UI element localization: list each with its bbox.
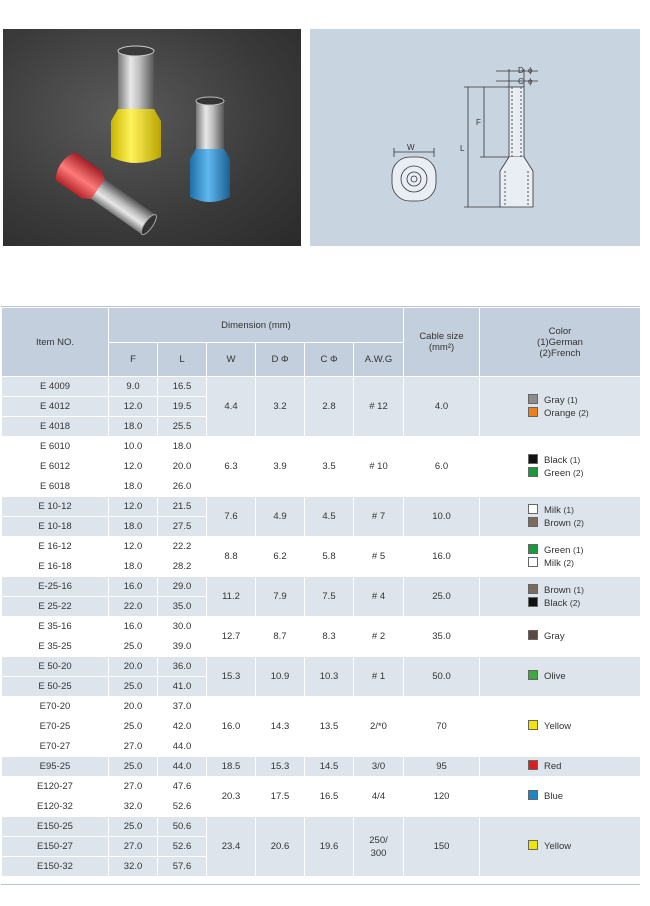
l-cell: 21.5 [158, 497, 207, 517]
color-standard-tag: (1) [573, 544, 584, 555]
f-label: F [476, 118, 481, 127]
awg-cell: # 2 [354, 617, 404, 657]
header-cable-size-label: Cable size [419, 331, 464, 342]
color-standard-tag: (1) [573, 584, 584, 595]
cable-size-cell: 6.0 [404, 437, 480, 497]
table-row [2, 577, 641, 597]
w-cell: 11.2 [207, 577, 256, 617]
color-standard-tag: (2) [569, 597, 581, 608]
color-cell [480, 657, 641, 697]
c-phi-cell: 16.5 [305, 777, 354, 817]
product-photo [3, 29, 301, 246]
w-cell: 4.4 [207, 377, 256, 437]
l-cell: 16.5 [158, 377, 207, 397]
f-cell: 12.0 [109, 457, 158, 477]
f-cell: 27.0 [109, 737, 158, 757]
color-swatch [528, 790, 538, 800]
header-color-french: (2)French [539, 347, 581, 359]
color-entry [528, 407, 640, 420]
item-no-cell: E150-32 [2, 857, 109, 877]
color-entry [528, 544, 640, 557]
awg-cell: # 7 [354, 497, 404, 537]
table-row [2, 497, 641, 517]
w-cell: 15.3 [207, 657, 256, 697]
table-bottom-rule [1, 884, 640, 885]
item-no-cell: E 4012 [2, 397, 109, 417]
color-name: Black [544, 597, 568, 609]
color-name: Olive [544, 671, 566, 682]
table-row [2, 777, 641, 797]
item-no-cell: E-25-16 [2, 577, 109, 597]
l-cell: 39.0 [158, 637, 207, 657]
header-cable-size [404, 308, 480, 377]
color-cell [480, 817, 641, 877]
c-phi-cell: 14.5 [305, 757, 354, 777]
cable-size-cell: 50.0 [404, 657, 480, 697]
item-no-cell: E 16-18 [2, 557, 109, 577]
item-no-cell: E120-27 [2, 777, 109, 797]
c-phi-cell: 8.3 [305, 617, 354, 657]
c-phi-cell: 10.3 [305, 657, 354, 697]
awg-cell: # 1 [354, 657, 404, 697]
c-phi-cell: 3.5 [305, 437, 354, 497]
l-cell: 30.0 [158, 617, 207, 637]
item-no-cell: E70-27 [2, 737, 109, 757]
item-no-cell: E 35-25 [2, 637, 109, 657]
l-cell: 36.0 [158, 657, 207, 677]
table-row [2, 537, 641, 557]
c-phi-cell: 13.5 [305, 697, 354, 757]
ferrule-dimension-diagram [310, 29, 640, 246]
f-cell: 25.0 [109, 677, 158, 697]
color-swatch [528, 597, 538, 607]
color-name: Red [544, 761, 562, 772]
f-cell: 20.0 [109, 697, 158, 717]
color-cell [480, 757, 641, 777]
l-cell: 47.6 [158, 777, 207, 797]
item-no-cell: E95-25 [2, 757, 109, 777]
l-cell: 44.0 [158, 757, 207, 777]
header-w: W [207, 343, 256, 377]
item-no-cell: E 25-22 [2, 597, 109, 617]
awg-cell: # 5 [354, 537, 404, 577]
f-cell: 18.0 [109, 557, 158, 577]
item-no-cell: E 10-12 [2, 497, 109, 517]
l-cell: 44.0 [158, 737, 207, 757]
f-cell: 27.0 [109, 837, 158, 857]
d-label: D [518, 66, 524, 75]
f-cell: 22.0 [109, 597, 158, 617]
cable-size-cell: 95 [404, 757, 480, 777]
table-row [2, 657, 641, 677]
color-standard-tag: (2) [573, 467, 584, 478]
f-cell: 20.0 [109, 657, 158, 677]
f-cell: 32.0 [109, 797, 158, 817]
f-cell: 18.0 [109, 517, 158, 537]
c-label: C [518, 77, 524, 86]
color-entry [528, 597, 640, 610]
w-cell: 7.6 [207, 497, 256, 537]
color-swatch [528, 504, 538, 514]
awg-cell: # 12 [354, 377, 404, 437]
header-c-phi: C Φ [305, 343, 354, 377]
f-cell: 18.0 [109, 417, 158, 437]
l-cell: 52.6 [158, 837, 207, 857]
item-no-cell: E150-25 [2, 817, 109, 837]
d-phi-cell: 6.2 [256, 537, 305, 577]
color-swatch [528, 760, 538, 770]
l-cell: 50.6 [158, 817, 207, 837]
color-name: Yellow [544, 721, 572, 732]
item-no-cell: E70-20 [2, 697, 109, 717]
color-entry [528, 504, 640, 517]
color-swatch [528, 467, 538, 477]
w-cell: 20.3 [207, 777, 256, 817]
d-phi-cell: 15.3 [256, 757, 305, 777]
cable-size-cell: 16.0 [404, 537, 480, 577]
f-cell: 27.0 [109, 777, 158, 797]
color-swatch [528, 720, 538, 730]
color-cell [480, 697, 641, 757]
header-color-label: Color [548, 325, 572, 337]
item-no-cell: E 16-12 [2, 537, 109, 557]
color-entry [528, 760, 640, 773]
table-row [2, 757, 641, 777]
item-no-cell: E 4009 [2, 377, 109, 397]
c-phi-cell: 4.5 [305, 497, 354, 537]
color-cell [480, 577, 641, 617]
color-entry [528, 467, 640, 480]
l-cell: 29.0 [158, 577, 207, 597]
color-entry [528, 720, 640, 733]
item-no-cell: E 35-16 [2, 617, 109, 637]
f-cell: 16.0 [109, 577, 158, 597]
item-no-cell: E 50-25 [2, 677, 109, 697]
d-phi-label: ϕ [528, 66, 533, 75]
item-no-cell: E 6010 [2, 437, 109, 457]
d-phi-cell: 20.6 [256, 817, 305, 877]
color-standard-tag: (2) [563, 557, 574, 568]
color-cell [480, 777, 641, 817]
awg-cell: 250/ 300 [354, 817, 404, 877]
w-cell: 16.0 [207, 697, 256, 757]
w-cell: 6.3 [207, 437, 256, 497]
table-header [2, 308, 641, 377]
awg-cell: 2/*0 [354, 697, 404, 757]
color-cell [480, 537, 641, 577]
table-row [2, 437, 641, 457]
f-cell: 12.0 [109, 537, 158, 557]
d-phi-cell: 7.9 [256, 577, 305, 617]
c-phi-label: ϕ [528, 77, 533, 86]
f-cell: 18.0 [109, 477, 158, 497]
color-swatch [528, 407, 538, 417]
color-swatch [528, 454, 538, 464]
f-cell: 12.0 [109, 397, 158, 417]
color-swatch [528, 394, 538, 404]
table-row [2, 377, 641, 397]
color-swatch [528, 544, 538, 554]
awg-cell: 4/4 [354, 777, 404, 817]
color-standard-tag: (2) [578, 407, 589, 418]
w-cell: 8.8 [207, 537, 256, 577]
d-phi-cell: 10.9 [256, 657, 305, 697]
f-cell: 9.0 [109, 377, 158, 397]
table-row [2, 617, 641, 637]
l-cell: 22.2 [158, 537, 207, 557]
l-cell: 35.0 [158, 597, 207, 617]
ferrule-spec-table [1, 307, 641, 877]
table-row [2, 697, 641, 717]
color-name: Black [544, 454, 568, 466]
f-cell: 32.0 [109, 857, 158, 877]
l-cell: 42.0 [158, 717, 207, 737]
l-cell: 19.5 [158, 397, 207, 417]
table-row [2, 817, 641, 837]
f-cell: 25.0 [109, 717, 158, 737]
f-cell: 25.0 [109, 817, 158, 837]
d-phi-cell: 3.9 [256, 437, 305, 497]
cable-size-cell: 35.0 [404, 617, 480, 657]
table-body [2, 377, 641, 877]
color-cell [480, 377, 641, 437]
color-entry [528, 584, 640, 597]
f-cell: 10.0 [109, 437, 158, 457]
cable-size-cell: 10.0 [404, 497, 480, 537]
color-entry [528, 630, 640, 643]
color-swatch [528, 517, 538, 527]
color-entry [528, 790, 640, 803]
color-entry [528, 394, 640, 407]
color-swatch [528, 630, 538, 640]
header-cable-size-unit: (mm²) [428, 342, 455, 353]
item-no-cell: E120-32 [2, 797, 109, 817]
item-no-cell: E 4018 [2, 417, 109, 437]
d-phi-cell: 17.5 [256, 777, 305, 817]
f-cell: 12.0 [109, 497, 158, 517]
color-standard-tag: (1) [563, 504, 574, 515]
color-standard-tag: (2) [573, 517, 584, 528]
item-no-cell: E 10-18 [2, 517, 109, 537]
awg-cell: # 10 [354, 437, 404, 497]
color-name: Brown [544, 517, 571, 529]
color-swatch [528, 584, 538, 594]
header-f: F [109, 343, 158, 377]
item-no-cell: E 6018 [2, 477, 109, 497]
header-awg: A.W.G [354, 343, 404, 377]
header-color [480, 308, 641, 377]
color-entry [528, 840, 640, 853]
w-label: W [407, 143, 415, 152]
w-cell: 23.4 [207, 817, 256, 877]
item-no-cell: E150-27 [2, 837, 109, 857]
d-phi-cell: 3.2 [256, 377, 305, 437]
cable-size-cell: 70 [404, 697, 480, 757]
w-cell: 12.7 [207, 617, 256, 657]
color-entry [528, 454, 640, 467]
c-phi-cell: 7.5 [305, 577, 354, 617]
header-dimension: Dimension (mm) [109, 308, 404, 343]
color-entry [528, 557, 640, 570]
color-standard-tag: (1) [567, 394, 578, 405]
item-no-cell: E 6012 [2, 457, 109, 477]
color-swatch [528, 557, 538, 567]
f-cell: 16.0 [109, 617, 158, 637]
color-name: Gray [544, 631, 565, 642]
header-l: L [158, 343, 207, 377]
item-no-cell: E 50-20 [2, 657, 109, 677]
item-no-cell: E70-25 [2, 717, 109, 737]
color-swatch [528, 840, 538, 850]
color-name: Brown [544, 584, 571, 596]
color-name: Blue [544, 791, 564, 802]
header-d-phi: D Φ [256, 343, 305, 377]
cable-size-cell: 150 [404, 817, 480, 877]
w-cell: 18.5 [207, 757, 256, 777]
c-phi-cell: 19.6 [305, 817, 354, 877]
d-phi-cell: 8.7 [256, 617, 305, 657]
l-cell: 25.5 [158, 417, 207, 437]
color-name: Milk [544, 504, 561, 516]
l-cell: 26.0 [158, 477, 207, 497]
l-cell: 52.6 [158, 797, 207, 817]
f-cell: 25.0 [109, 757, 158, 777]
l-cell: 27.5 [158, 517, 207, 537]
l-label: L [460, 144, 465, 153]
f-cell: 25.0 [109, 637, 158, 657]
d-phi-cell: 4.9 [256, 497, 305, 537]
l-cell: 18.0 [158, 437, 207, 457]
color-name: Green [544, 544, 571, 556]
color-name: Milk [544, 557, 561, 569]
d-phi-cell: 14.3 [256, 697, 305, 757]
l-cell: 28.2 [158, 557, 207, 577]
awg-cell: 3/0 [354, 757, 404, 777]
cable-size-cell: 120 [404, 777, 480, 817]
l-cell: 20.0 [158, 457, 207, 477]
c-phi-cell: 2.8 [305, 377, 354, 437]
color-swatch [528, 670, 538, 680]
color-name: Orange [544, 407, 576, 419]
header-color-german: (1)German [537, 336, 583, 348]
header-item-no: Item NO. [2, 308, 109, 377]
color-cell [480, 497, 641, 537]
color-cell [480, 617, 641, 657]
awg-cell: # 4 [354, 577, 404, 617]
cable-size-cell: 25.0 [404, 577, 480, 617]
color-name: Gray [544, 394, 565, 406]
color-name: Green [544, 467, 571, 479]
color-entry [528, 670, 640, 683]
color-name: Yellow [544, 841, 572, 852]
technical-drawing [310, 29, 640, 246]
cable-size-cell: 4.0 [404, 377, 480, 437]
ferrules-photo-illustration [3, 29, 301, 246]
l-cell: 37.0 [158, 697, 207, 717]
l-cell: 57.6 [158, 857, 207, 877]
color-entry [528, 517, 640, 530]
l-cell: 41.0 [158, 677, 207, 697]
color-standard-tag: (1) [569, 454, 581, 465]
color-cell [480, 437, 641, 497]
c-phi-cell: 5.8 [305, 537, 354, 577]
